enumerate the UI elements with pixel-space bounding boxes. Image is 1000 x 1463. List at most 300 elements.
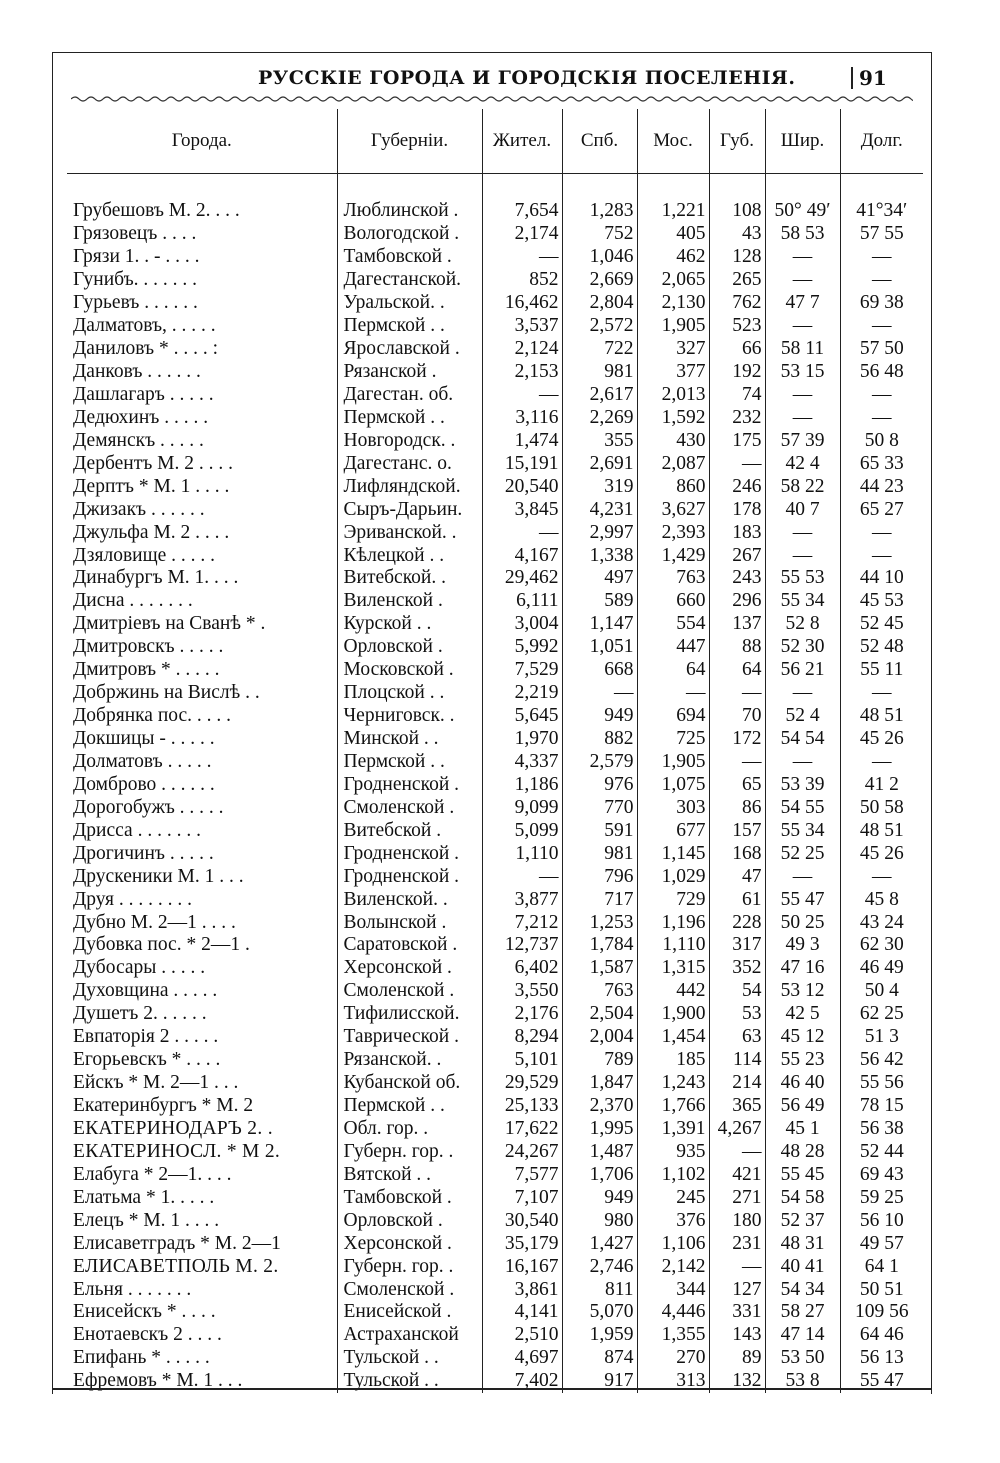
gub-distance-cell: 267 — [709, 544, 765, 567]
latitude-cell: 54 34 — [765, 1278, 840, 1301]
table-row — [67, 1140, 923, 1163]
spb-distance-cell: 1,427 — [562, 1232, 637, 1255]
gub-distance-cell: 143 — [709, 1324, 765, 1347]
col-header-city: Города. — [67, 109, 337, 174]
longitude-cell: — — [840, 751, 923, 774]
gub-cell: Смоленской . — [337, 1278, 482, 1301]
gub-cell: Виленской. . — [337, 888, 482, 911]
longitude-cell: 55 47 — [840, 1370, 923, 1393]
latitude-cell: 53 8 — [765, 1370, 840, 1393]
gub-cell: Обл. гор. . — [337, 1118, 482, 1141]
latitude-cell: — — [765, 246, 840, 269]
city-cell: Данковъ . . . . . . — [73, 361, 201, 383]
gub-distance-cell: 88 — [709, 636, 765, 659]
city-cell: Докшицы - . . . . . — [73, 728, 215, 750]
city-cell: Елабуга * 2—1. . . . — [73, 1163, 232, 1185]
mos-distance-cell: 763 — [637, 567, 709, 590]
table-row — [67, 315, 923, 338]
latitude-cell: 52 30 — [765, 636, 840, 659]
mos-distance-cell: 677 — [637, 819, 709, 842]
population-cell: 5,099 — [482, 819, 562, 842]
population-cell: 17,622 — [482, 1118, 562, 1141]
longitude-cell: — — [840, 544, 923, 567]
spb-distance-cell: 789 — [562, 1049, 637, 1072]
header-row — [67, 109, 923, 174]
mos-distance-cell: 1,106 — [637, 1232, 709, 1255]
mos-distance-cell: 694 — [637, 705, 709, 728]
longitude-cell: 50 8 — [840, 429, 923, 452]
latitude-cell: 45 1 — [765, 1118, 840, 1141]
table-row — [67, 1209, 923, 1232]
longitude-cell: 48 51 — [840, 819, 923, 842]
spb-distance-cell: — — [562, 682, 637, 705]
latitude-cell: — — [765, 751, 840, 774]
spb-distance-cell: 981 — [562, 842, 637, 865]
longitude-cell: 51 3 — [840, 1026, 923, 1049]
gub-distance-cell: 271 — [709, 1186, 765, 1209]
spb-distance-cell: 1,784 — [562, 934, 637, 957]
mos-distance-cell: 2,065 — [637, 269, 709, 292]
page-number-bar — [851, 67, 853, 89]
latitude-cell: 52 4 — [765, 705, 840, 728]
gub-distance-cell: 74 — [709, 384, 765, 407]
gub-cell: Таврической . — [337, 1026, 482, 1049]
gub-cell: Уральской. . — [337, 292, 482, 315]
longitude-cell: — — [840, 865, 923, 888]
table-row — [67, 429, 923, 452]
spb-distance-cell: 1,338 — [562, 544, 637, 567]
city-cell: Даниловъ * . . . . : — [73, 338, 219, 360]
spb-distance-cell: 2,804 — [562, 292, 637, 315]
gub-distance-cell: 89 — [709, 1347, 765, 1370]
gub-cell: Новгородск. . — [337, 429, 482, 452]
longitude-cell: 45 26 — [840, 842, 923, 865]
spb-distance-cell: 2,997 — [562, 521, 637, 544]
latitude-cell: 58 11 — [765, 338, 840, 361]
page-title: РУССКІЕ ГОРОДА И ГОРОДСКІЯ ПОСЕЛЕНІЯ. — [258, 67, 796, 89]
table-row — [67, 1278, 923, 1301]
population-cell: 5,992 — [482, 636, 562, 659]
mos-distance-cell: 1,454 — [637, 1026, 709, 1049]
table-row — [67, 980, 923, 1003]
mos-distance-cell: 430 — [637, 429, 709, 452]
longitude-cell: — — [840, 315, 923, 338]
population-cell: 7,402 — [482, 1370, 562, 1393]
gub-distance-cell: 232 — [709, 406, 765, 429]
city-cell: Дорогобужъ . . . . . — [73, 796, 224, 818]
gub-distance-cell: 183 — [709, 521, 765, 544]
longitude-cell: 56 38 — [840, 1118, 923, 1141]
spb-distance-cell: 1,283 — [562, 174, 637, 223]
gub-cell: Витебской. . — [337, 567, 482, 590]
table-row — [67, 751, 923, 774]
mos-distance-cell: 1,355 — [637, 1324, 709, 1347]
longitude-cell: — — [840, 682, 923, 705]
gub-distance-cell: 265 — [709, 269, 765, 292]
city-cell: Епифань * . . . . . — [73, 1347, 210, 1369]
spb-distance-cell: 2,746 — [562, 1255, 637, 1278]
spb-distance-cell: 2,370 — [562, 1095, 637, 1118]
longitude-cell: — — [840, 521, 923, 544]
city-cell: Дубосары . . . . . — [73, 957, 206, 979]
longitude-cell: 109 56 — [840, 1301, 923, 1324]
col-header-gub: Губерніи. — [337, 109, 482, 174]
gub-distance-cell: 175 — [709, 429, 765, 452]
city-cell: Домброво . . . . . . — [73, 773, 215, 795]
table-row — [67, 452, 923, 475]
table-row — [67, 174, 923, 223]
mos-distance-cell: 376 — [637, 1209, 709, 1232]
latitude-cell: — — [765, 865, 840, 888]
gub-cell: Кѣлецкой . . — [337, 544, 482, 567]
spb-distance-cell: 319 — [562, 475, 637, 498]
population-cell: 30,540 — [482, 1209, 562, 1232]
col-header-mos: Мос. — [637, 109, 709, 174]
table-row — [67, 1049, 923, 1072]
city-cell: Дубно М. 2—1 . . . . — [73, 911, 236, 933]
spb-distance-cell: 1,847 — [562, 1072, 637, 1095]
spb-distance-cell: 1,051 — [562, 636, 637, 659]
longitude-cell: 57 50 — [840, 338, 923, 361]
longitude-cell: 45 53 — [840, 590, 923, 613]
gub-cell: Орловской . — [337, 1209, 482, 1232]
spb-distance-cell: 355 — [562, 429, 637, 452]
longitude-cell: 50 4 — [840, 980, 923, 1003]
spb-distance-cell: 717 — [562, 888, 637, 911]
gub-cell: Губерн. гор. . — [337, 1255, 482, 1278]
bottom-rule — [52, 1388, 932, 1390]
gub-distance-cell: 214 — [709, 1072, 765, 1095]
mos-distance-cell: 1,429 — [637, 544, 709, 567]
latitude-cell: 58 53 — [765, 223, 840, 246]
spb-distance-cell: 5,070 — [562, 1301, 637, 1324]
mos-distance-cell: 1,391 — [637, 1118, 709, 1141]
latitude-cell: 56 49 — [765, 1095, 840, 1118]
gub-distance-cell: 168 — [709, 842, 765, 865]
gub-cell: Пермской . . — [337, 751, 482, 774]
table-row — [67, 590, 923, 613]
table-row — [67, 888, 923, 911]
gub-cell: Лифляндской. — [337, 475, 482, 498]
latitude-cell: 52 37 — [765, 1209, 840, 1232]
table-row — [67, 292, 923, 315]
table-row — [67, 636, 923, 659]
city-cell: Дмитровъ * . . . . . — [73, 659, 220, 681]
longitude-cell: 69 38 — [840, 292, 923, 315]
city-cell: Душетъ 2. . . . . . — [73, 1003, 207, 1025]
longitude-cell: 78 15 — [840, 1095, 923, 1118]
spb-distance-cell: 2,572 — [562, 315, 637, 338]
mos-distance-cell: 2,087 — [637, 452, 709, 475]
longitude-cell: — — [840, 246, 923, 269]
population-cell: 3,116 — [482, 406, 562, 429]
city-cell: Дрогичинъ . . . . . — [73, 842, 214, 864]
spb-distance-cell: 4,231 — [562, 498, 637, 521]
table-row — [67, 567, 923, 590]
gub-cell: Вятской . . — [337, 1163, 482, 1186]
population-cell: 7,577 — [482, 1163, 562, 1186]
gub-distance-cell: 114 — [709, 1049, 765, 1072]
population-cell: 4,141 — [482, 1301, 562, 1324]
gub-cell: Рязанской. . — [337, 1049, 482, 1072]
table-row — [67, 865, 923, 888]
gub-cell: Волынской . — [337, 911, 482, 934]
city-cell: ЕЛИСАВЕТПОЛЬ М. 2. — [73, 1255, 279, 1277]
col-header-pop: Жител. — [482, 109, 562, 174]
table-row — [67, 911, 923, 934]
city-cell: Далматовъ, . . . . . — [73, 315, 216, 337]
population-cell: 7,107 — [482, 1186, 562, 1209]
longitude-cell: 56 48 — [840, 361, 923, 384]
longitude-cell: 44 10 — [840, 567, 923, 590]
page-number — [851, 66, 887, 90]
longitude-cell: 57 55 — [840, 223, 923, 246]
city-cell: Енисейскъ * . . . . — [73, 1301, 216, 1323]
gub-distance-cell: 132 — [709, 1370, 765, 1393]
gub-distance-cell: — — [709, 1255, 765, 1278]
table-row — [67, 659, 923, 682]
spb-distance-cell: 2,617 — [562, 384, 637, 407]
gub-distance-cell: 127 — [709, 1278, 765, 1301]
city-cell: Ефремовъ * М. 1 . . . — [73, 1370, 243, 1392]
mos-distance-cell: 1,075 — [637, 773, 709, 796]
latitude-cell: 42 5 — [765, 1003, 840, 1026]
gub-cell: Люблинской . — [337, 174, 482, 223]
gub-distance-cell: 64 — [709, 659, 765, 682]
population-cell: 7,654 — [482, 174, 562, 223]
spb-distance-cell: 668 — [562, 659, 637, 682]
city-cell: Дзяловище . . . . . — [73, 544, 216, 566]
spb-distance-cell: 2,269 — [562, 406, 637, 429]
gub-distance-cell: 296 — [709, 590, 765, 613]
mos-distance-cell: 725 — [637, 728, 709, 751]
gub-distance-cell: 137 — [709, 613, 765, 636]
latitude-cell: 55 34 — [765, 819, 840, 842]
table-row — [67, 498, 923, 521]
gub-cell: Тульской . . — [337, 1347, 482, 1370]
latitude-cell: — — [765, 682, 840, 705]
gub-cell: Витебской . — [337, 819, 482, 842]
gub-distance-cell: 523 — [709, 315, 765, 338]
mos-distance-cell: 344 — [637, 1278, 709, 1301]
mos-distance-cell: 1,029 — [637, 865, 709, 888]
spb-distance-cell: 2,004 — [562, 1026, 637, 1049]
population-cell: 8,294 — [482, 1026, 562, 1049]
spb-distance-cell: 1,587 — [562, 957, 637, 980]
city-cell: Гурьевъ . . . . . . — [73, 292, 198, 314]
longitude-cell: 41°34′ — [840, 174, 923, 223]
mos-distance-cell: 2,393 — [637, 521, 709, 544]
gub-cell: Енисейской . — [337, 1301, 482, 1324]
mos-distance-cell: 2,130 — [637, 292, 709, 315]
latitude-cell: — — [765, 384, 840, 407]
wavy-rule — [71, 93, 913, 105]
gub-distance-cell: 421 — [709, 1163, 765, 1186]
gub-cell: Пермской . . — [337, 1095, 482, 1118]
city-cell: Друскеники М. 1 . . . — [73, 865, 244, 887]
city-cell: Дубовка пос. * 2—1 . — [73, 934, 250, 956]
spb-distance-cell: 874 — [562, 1347, 637, 1370]
latitude-cell: 40 7 — [765, 498, 840, 521]
city-cell: Екатеринбургъ * М. 2 — [73, 1095, 254, 1117]
spb-distance-cell: 949 — [562, 705, 637, 728]
spb-distance-cell: 1,147 — [562, 613, 637, 636]
population-cell: 5,645 — [482, 705, 562, 728]
mos-distance-cell: 2,013 — [637, 384, 709, 407]
population-cell: 4,167 — [482, 544, 562, 567]
spb-distance-cell: 770 — [562, 796, 637, 819]
latitude-cell: 52 25 — [765, 842, 840, 865]
table-row — [67, 1232, 923, 1255]
gub-cell: Курской . . — [337, 613, 482, 636]
spb-distance-cell: 752 — [562, 223, 637, 246]
table-row — [67, 1186, 923, 1209]
longitude-cell: 50 51 — [840, 1278, 923, 1301]
spb-distance-cell: 1,995 — [562, 1118, 637, 1141]
mos-distance-cell: 327 — [637, 338, 709, 361]
gub-cell: Губерн. гор. . — [337, 1140, 482, 1163]
population-cell: 16,167 — [482, 1255, 562, 1278]
table-row — [67, 1301, 923, 1324]
gub-distance-cell: 365 — [709, 1095, 765, 1118]
population-cell: 35,179 — [482, 1232, 562, 1255]
mos-distance-cell: 660 — [637, 590, 709, 613]
table-row — [67, 269, 923, 292]
gub-cell: Пермской . . — [337, 315, 482, 338]
city-cell: Дедюхинъ . . . . . — [73, 406, 209, 428]
table-row — [67, 705, 923, 728]
population-cell: 12,737 — [482, 934, 562, 957]
spb-distance-cell: 796 — [562, 865, 637, 888]
mos-distance-cell: 1,905 — [637, 315, 709, 338]
longitude-cell: 49 57 — [840, 1232, 923, 1255]
mos-distance-cell: 185 — [637, 1049, 709, 1072]
longitude-cell: 69 43 — [840, 1163, 923, 1186]
gub-cell: Тамбовской . — [337, 1186, 482, 1209]
population-cell: 2,153 — [482, 361, 562, 384]
population-cell: — — [482, 521, 562, 544]
gub-distance-cell: 66 — [709, 338, 765, 361]
city-cell: Долматовъ . . . . . — [73, 750, 212, 772]
latitude-cell: 54 55 — [765, 796, 840, 819]
gub-distance-cell: 192 — [709, 361, 765, 384]
gub-cell: Смоленской . — [337, 796, 482, 819]
longitude-cell: 56 42 — [840, 1049, 923, 1072]
longitude-cell: 56 10 — [840, 1209, 923, 1232]
mos-distance-cell: 245 — [637, 1186, 709, 1209]
population-cell: 6,111 — [482, 590, 562, 613]
longitude-cell: — — [840, 384, 923, 407]
population-cell: — — [482, 384, 562, 407]
population-cell: 3,877 — [482, 888, 562, 911]
mos-distance-cell: 270 — [637, 1347, 709, 1370]
table-row — [67, 1003, 923, 1026]
mos-distance-cell: 377 — [637, 361, 709, 384]
mos-distance-cell: 447 — [637, 636, 709, 659]
spb-distance-cell: 2,669 — [562, 269, 637, 292]
city-cell: Елисаветградъ * М. 2—1 — [73, 1232, 281, 1254]
mos-distance-cell: 1,592 — [637, 406, 709, 429]
spb-distance-cell: 763 — [562, 980, 637, 1003]
mos-distance-cell: 1,145 — [637, 842, 709, 865]
gub-cell: Тифилисской. — [337, 1003, 482, 1026]
gub-cell: Смоленской . — [337, 980, 482, 1003]
mos-distance-cell: 2,142 — [637, 1255, 709, 1278]
page-frame — [52, 52, 932, 1394]
latitude-cell: 42 4 — [765, 452, 840, 475]
population-cell: 15,191 — [482, 452, 562, 475]
latitude-cell: — — [765, 544, 840, 567]
city-cell: Дрисса . . . . . . . — [73, 819, 201, 841]
table-row — [67, 1324, 923, 1347]
city-cell: Дербентъ М. 2 . . . . — [73, 452, 234, 474]
longitude-cell: 44 23 — [840, 475, 923, 498]
city-cell: Динабургъ М. 1. . . . — [73, 567, 239, 589]
mos-distance-cell: 1,905 — [637, 751, 709, 774]
longitude-cell: 43 24 — [840, 911, 923, 934]
table-row — [67, 223, 923, 246]
latitude-cell: 55 34 — [765, 590, 840, 613]
gub-cell: Гродненской . — [337, 773, 482, 796]
gub-distance-cell: 54 — [709, 980, 765, 1003]
table-row — [67, 246, 923, 269]
mos-distance-cell: 3,627 — [637, 498, 709, 521]
latitude-cell: 50° 49′ — [765, 174, 840, 223]
gub-distance-cell: 172 — [709, 728, 765, 751]
table-row — [67, 819, 923, 842]
city-cell: Дерптъ * М. 1 . . . . — [73, 475, 230, 497]
population-cell: 24,267 — [482, 1140, 562, 1163]
table-row — [67, 406, 923, 429]
population-cell: 3,550 — [482, 980, 562, 1003]
gub-distance-cell: 157 — [709, 819, 765, 842]
gub-cell: Эриванской. . — [337, 521, 482, 544]
table-row — [67, 338, 923, 361]
latitude-cell: 47 14 — [765, 1324, 840, 1347]
spb-distance-cell: 2,579 — [562, 751, 637, 774]
population-cell: 3,537 — [482, 315, 562, 338]
gub-distance-cell: 63 — [709, 1026, 765, 1049]
table-row — [67, 842, 923, 865]
longitude-cell: 50 58 — [840, 796, 923, 819]
population-cell: 5,101 — [482, 1049, 562, 1072]
longitude-cell: — — [840, 269, 923, 292]
spb-distance-cell: 882 — [562, 728, 637, 751]
gub-cell: Черниговск. . — [337, 705, 482, 728]
mos-distance-cell: 405 — [637, 223, 709, 246]
population-cell: 2,510 — [482, 1324, 562, 1347]
population-cell: 20,540 — [482, 475, 562, 498]
city-cell: Ельня . . . . . . . — [73, 1278, 192, 1300]
population-cell: 1,186 — [482, 773, 562, 796]
table-row — [67, 544, 923, 567]
city-cell: Ейскъ * М. 2—1 . . . — [73, 1072, 239, 1094]
latitude-cell: 46 40 — [765, 1072, 840, 1095]
latitude-cell: 55 45 — [765, 1163, 840, 1186]
gub-cell: Рязанской . — [337, 361, 482, 384]
longitude-cell: 55 56 — [840, 1072, 923, 1095]
gub-cell: Сыръ-Дарьин. — [337, 498, 482, 521]
latitude-cell: 50 25 — [765, 911, 840, 934]
gub-cell: Саратовской . — [337, 934, 482, 957]
gub-distance-cell: — — [709, 452, 765, 475]
population-cell: — — [482, 865, 562, 888]
mos-distance-cell: 64 — [637, 659, 709, 682]
latitude-cell: 55 23 — [765, 1049, 840, 1072]
gub-distance-cell: 231 — [709, 1232, 765, 1255]
gub-cell: Гродненской . — [337, 865, 482, 888]
city-cell: Евпаторія 2 . . . . . — [73, 1026, 219, 1048]
